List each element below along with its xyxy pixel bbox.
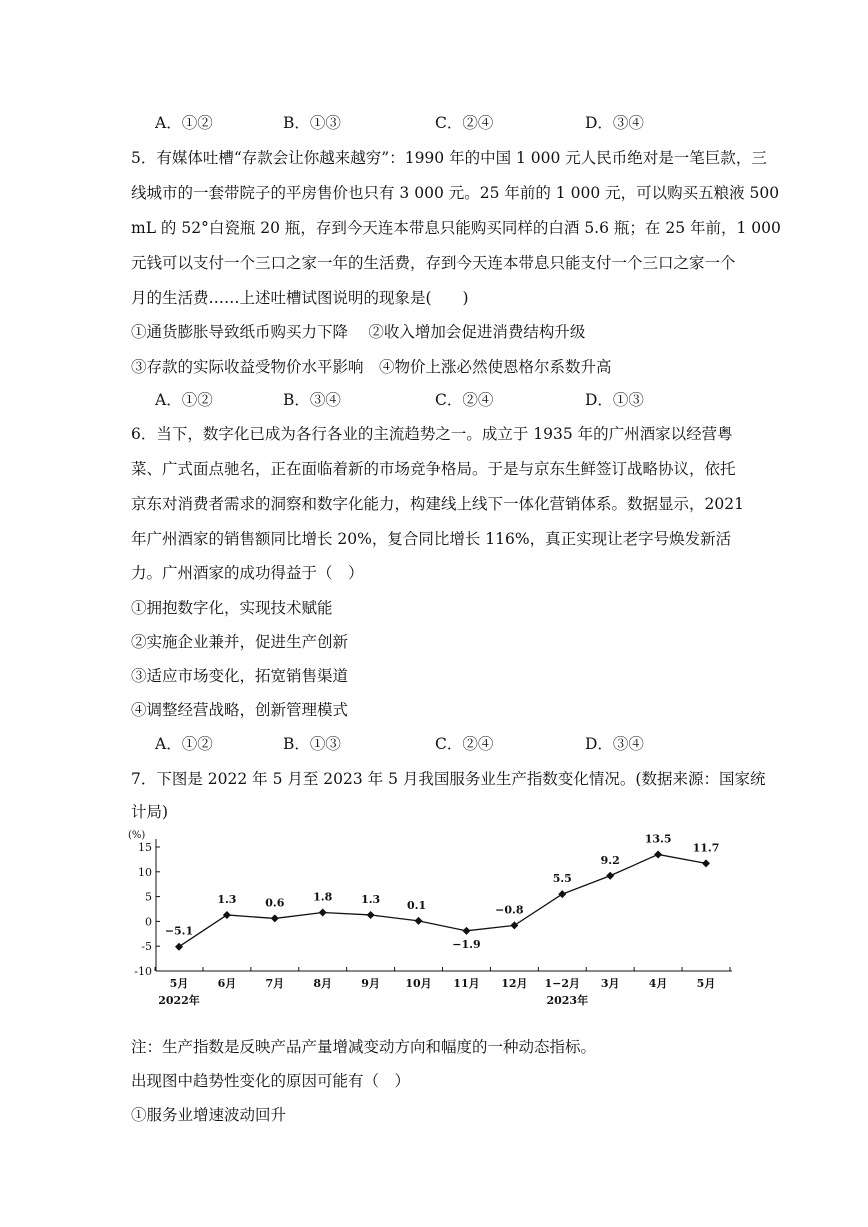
- q5-option-c[interactable]: C．②④: [435, 391, 494, 409]
- q4-option-a[interactable]: A．①②: [155, 114, 213, 132]
- data-point: [702, 859, 710, 867]
- data-label: 1.3: [361, 892, 381, 906]
- q6-statement: ④调整经营战略，创新管理模式: [131, 701, 349, 719]
- service-production-index-chart: [126, 824, 746, 1014]
- y-axis-label: (%): [128, 830, 146, 841]
- q4-option-d[interactable]: D．③④: [585, 114, 644, 132]
- q5-statement: ①通货膨胀导致纸币购买力下降 ②收入增加会促进消费结构升级: [131, 323, 586, 341]
- data-point: [415, 917, 423, 925]
- data-label: 1.8: [313, 890, 333, 904]
- data-label: −1.9: [452, 937, 481, 951]
- q6-stem-line: 年广州酒家的销售额同比增长 20%，复合同比增长 116%，真正实现让老字号焕发新活: [131, 530, 732, 548]
- q6-stem-line: 菜、广式面点驰名，正在面临着新的市场竞争格局。于是与京东生鲜签订战略协议，依托: [131, 460, 736, 478]
- q6-option-a[interactable]: A．①②: [155, 735, 213, 753]
- data-point: [606, 872, 614, 880]
- data-label: −0.8: [495, 903, 524, 917]
- data-point: [510, 921, 518, 929]
- data-point: [558, 890, 566, 898]
- data-point: [271, 914, 279, 922]
- q5-statement: ③存款的实际收益受物价水平影响 ④物价上涨必然使恩格尔系数升高: [131, 358, 612, 376]
- x-tick-label: 4月: [648, 977, 668, 990]
- series-line: [179, 854, 706, 946]
- x-tick-label: 11月: [453, 977, 480, 990]
- q5-stem-line: mL 的 52°白瓷瓶 20 瓶，存到今天连本带息只能购买同样的白酒 5.6 瓶；在 25 年前，1 000: [131, 219, 781, 237]
- data-label: 13.5: [644, 832, 672, 846]
- q5-option-a[interactable]: A．①②: [155, 391, 213, 409]
- q6-statement: ②实施企业兼并，促进生产创新: [131, 633, 349, 651]
- q7-question: 出现图中趋势性变化的原因可能有（ ）: [131, 1072, 411, 1090]
- x-tick-label: 9月: [361, 977, 380, 990]
- data-label: 11.7: [692, 841, 720, 855]
- q5-stem-line: 月的生活费……上述吐槽试图说明的现象是( ): [131, 289, 469, 307]
- q6-option-c[interactable]: C．②④: [435, 735, 494, 753]
- data-label: 1.3: [217, 892, 237, 906]
- q5-option-b[interactable]: B．③④: [283, 391, 341, 409]
- data-label: 9.2: [600, 853, 620, 867]
- x-tick-label: 5月: [169, 977, 189, 990]
- data-point: [175, 943, 183, 951]
- x-tick-label: 8月: [313, 977, 333, 990]
- data-point: [462, 927, 470, 935]
- q6-option-d[interactable]: D．③④: [585, 735, 644, 753]
- q7-stem-line: 计局): [131, 803, 169, 821]
- data-point: [319, 908, 327, 916]
- data-label: 0.6: [265, 896, 285, 910]
- q5-stem-line: 元钱可以支付一个三口之家一年的生活费，存到今天连本带息只能支付一个三口之家一个: [131, 254, 736, 272]
- data-point: [654, 850, 662, 858]
- year-label: 2023年: [546, 994, 589, 1007]
- q4-option-b[interactable]: B．①③: [283, 114, 341, 132]
- q7-statement: ①服务业增速波动回升: [131, 1106, 287, 1124]
- y-tick-label: 0: [145, 915, 152, 929]
- q6-statement: ③适应市场变化，拓宽销售渠道: [131, 667, 349, 685]
- year-label: 2022年: [158, 994, 200, 1007]
- x-tick-label: 7月: [265, 977, 285, 990]
- data-label: 5.5: [552, 872, 572, 886]
- y-tick-label: 10: [138, 865, 152, 879]
- q5-stem-line: 线城市的一套带院子的平房售价也只有 3 000 元。25 年前的 1 000 元，可以购买五粮液 500: [131, 184, 780, 202]
- q4-option-c[interactable]: C．②④: [435, 114, 494, 132]
- x-tick-label: 5月: [696, 977, 716, 990]
- q7-note: 注：生产指数是反映产品产量增减变动方向和幅度的一种动态指标。: [131, 1038, 597, 1056]
- x-tick-label: 12月: [501, 977, 528, 990]
- data-label: −5.1: [164, 924, 194, 938]
- q5-stem-line: 5．有媒体吐槽“存款会让你越来越穷”：1990 年的中国 1 000 元人民币绝对是一笔巨款，三: [131, 149, 767, 167]
- q6-stem-line: 京东对消费者需求的洞察和数字化能力，构建线上线下一体化营销体系。数据显示，2021: [131, 495, 744, 513]
- x-tick-label: 6月: [217, 977, 237, 990]
- y-tick-label: -10: [134, 965, 152, 978]
- y-tick-label: -5: [141, 940, 152, 954]
- data-point: [223, 911, 231, 919]
- x-tick-label: 10月: [405, 977, 432, 990]
- data-label: 0.1: [406, 898, 427, 912]
- q6-stem-line: 力。广州酒家的成功得益于（ ）: [131, 564, 364, 582]
- q7-stem-line: 7．下图是 2022 年 5 月至 2023 年 5 月我国服务业生产指数变化情况。(数据来源：国家统: [131, 770, 766, 788]
- q6-option-b[interactable]: B．①③: [283, 735, 341, 753]
- y-tick-label: 15: [138, 841, 152, 854]
- y-tick-label: 5: [145, 890, 152, 904]
- data-point: [367, 911, 375, 919]
- q5-option-d[interactable]: D．①③: [585, 391, 644, 409]
- x-tick-label: 3月: [600, 977, 620, 990]
- q6-statement: ①拥抱数字化，实现技术赋能: [131, 599, 333, 617]
- q6-stem-line: 6．当下，数字化已成为各行各业的主流趋势之一。成立于 1935 年的广州酒家以经营粤: [131, 425, 733, 443]
- x-tick-label: 1−2月: [544, 977, 581, 990]
